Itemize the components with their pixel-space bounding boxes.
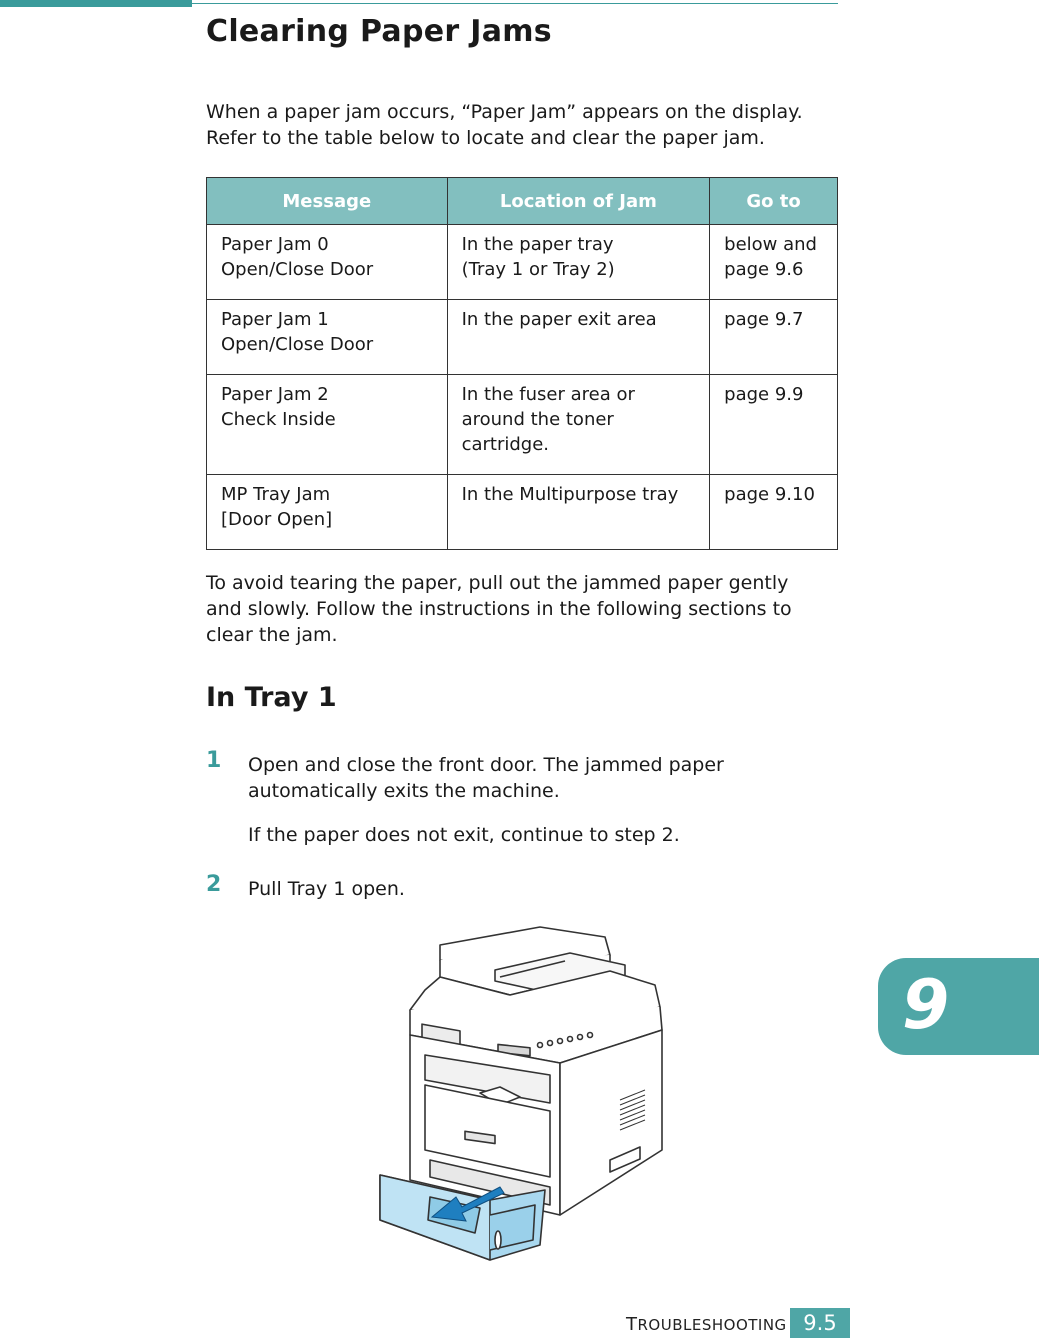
- cell-location: In the paper exit area: [447, 300, 710, 375]
- chapter-number: 9: [902, 966, 950, 1045]
- table-row: [207, 375, 838, 475]
- table-row: [207, 300, 838, 375]
- column-header-location: Location of Jam: [447, 178, 710, 225]
- step-note: If the paper does not exit, continue to step 2.: [248, 824, 680, 846]
- page-title: Clearing Paper Jams: [206, 14, 552, 49]
- cell-message: Paper Jam 1 Open/Close Door: [207, 300, 448, 375]
- chapter-tab: [878, 958, 1039, 1055]
- column-header-goto: Go to: [710, 178, 838, 225]
- cell-goto: page 9.9: [710, 375, 838, 475]
- top-rule: [192, 3, 838, 4]
- footer-section-rest: ROUBLESHOOTING: [637, 1316, 787, 1334]
- cell-goto: page 9.7: [710, 300, 838, 375]
- cell-location: In the Multipurpose tray: [447, 475, 710, 550]
- cell-message: MP Tray Jam [Door Open]: [207, 475, 448, 550]
- cell-goto: below and page 9.6: [710, 225, 838, 300]
- intro-paragraph: When a paper jam occurs, “Paper Jam” appears on the display. Refer to the table below to locate and clear the paper jam.: [206, 101, 803, 149]
- printer-tray-illustration: [370, 915, 680, 1275]
- section-title: In Tray 1: [206, 682, 337, 713]
- top-accent-bar: [0, 0, 192, 7]
- footer-section-initial: T: [626, 1314, 638, 1335]
- step-number: 2: [206, 872, 222, 897]
- cell-location: In the paper tray (Tray 1 or Tray 2): [447, 225, 710, 300]
- footer-section-name: [626, 1314, 787, 1335]
- instruction-paragraph: To avoid tearing the paper, pull out the jammed paper gently and slowly. Follow the instructions in the following sections to clear the jam.: [206, 572, 792, 646]
- table-row: [207, 475, 838, 550]
- paper-jam-table: [206, 177, 838, 550]
- column-header-message: Message: [207, 178, 448, 225]
- step-text: Pull Tray 1 open.: [248, 878, 405, 900]
- table-row: [207, 225, 838, 300]
- table-header-row: [207, 178, 838, 225]
- step-text: Open and close the front door. The jammed paper automatically exits the machine.: [248, 754, 724, 802]
- step-number: 1: [206, 748, 222, 773]
- cell-message: Paper Jam 2 Check Inside: [207, 375, 448, 475]
- cell-message: Paper Jam 0 Open/Close Door: [207, 225, 448, 300]
- printer-body: [410, 927, 662, 1215]
- cell-goto: page 9.10: [710, 475, 838, 550]
- cell-location: In the fuser area or around the toner cartridge.: [447, 375, 710, 475]
- footer-page-number: 9.5: [790, 1308, 850, 1338]
